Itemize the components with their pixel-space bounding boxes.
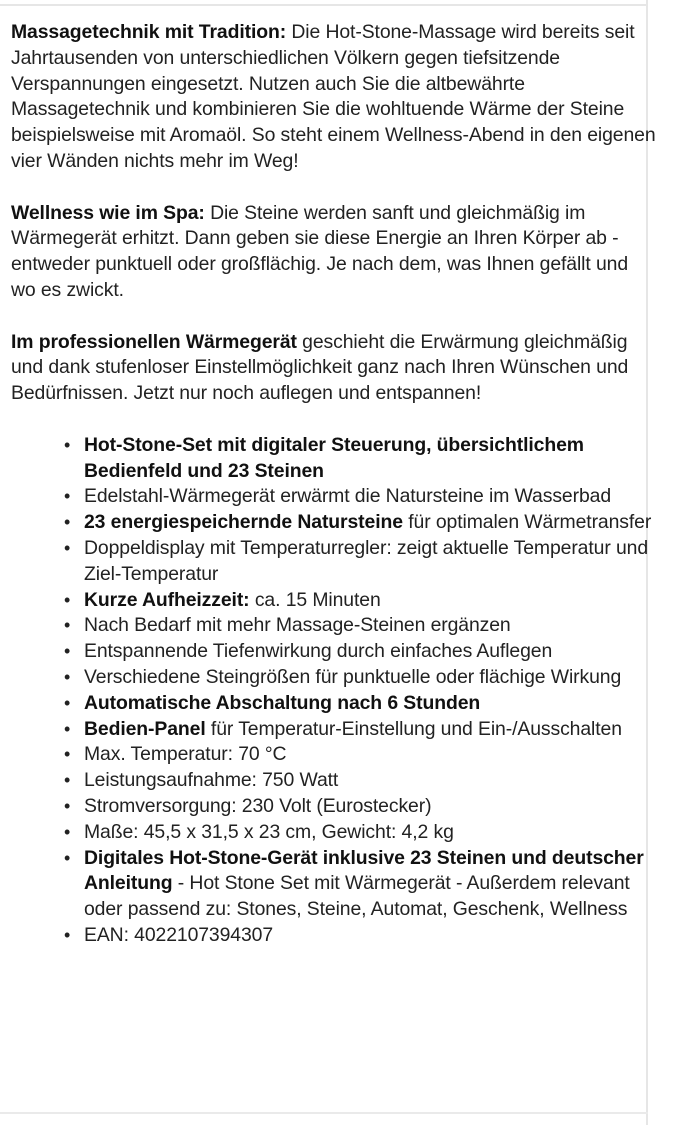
top-border: [0, 0, 648, 6]
list-item: [84, 613, 656, 639]
list-item: [84, 794, 656, 820]
list-item-text: Entspannende Tiefenwirkung durch einfaches Auflegen: [84, 640, 553, 663]
paragraph-heading: Im professionellen Wärmegerät: [11, 330, 297, 353]
list-item-text: Edelstahl-Wärmegerät erwärmt die Natursteine im Wasserbad: [84, 485, 612, 508]
list-item: [84, 846, 656, 923]
list-item: [84, 639, 656, 665]
list-item-text: Leistungsaufnahme: 750 Watt: [84, 769, 339, 792]
list-item-text: für optimalen Wärmetransfer: [402, 511, 652, 534]
list-item-text: Maße: 45,5 x 31,5 x 23 cm, Gewicht: 4,2 kg: [84, 820, 454, 843]
paragraph-text: geschieht die Erwärmung gleichmäßig und dank stufenloser Einstellmöglichkeit ganz nach Ihren Wünschen und Bedürfnissen. Jetzt nur noch auflegen und entspannen!: [11, 330, 629, 405]
list-item-text: EAN: 4022107394307: [84, 923, 274, 946]
list-item-bold: Automatische Abschaltung nach 6 Stunden: [84, 691, 481, 714]
list-item: [84, 742, 656, 768]
list-item: [84, 768, 656, 794]
list-item: [84, 510, 656, 536]
list-item-bold: Hot-Stone-Set mit digitaler Steuerung, übersichtlichem Bedienfeld und 23 Steinen: [84, 433, 584, 482]
list-item-text: Doppeldisplay mit Temperaturregler: zeigt aktuelle Temperatur und Ziel-Temperatur: [84, 536, 649, 585]
paragraph-heading: Massagetechnik mit Tradition:: [11, 21, 287, 43]
list-item: [84, 536, 656, 588]
list-item: [84, 484, 656, 510]
paragraph-text: Die Hot-Stone-Massage wird bereits seit Jahrtausenden von unterschiedlichen Völkern gegen tiefsitzende Verspannungen eingesetzt. Nutzen auch Sie die altbewährte Massagetechnik und kombinieren Sie die wohltuende Wärme der Steine beispielsweise mit Aromaöl. So steht einem Wellness-Abend in den eigenen vier Wänden nichts mehr im Weg!: [11, 21, 656, 172]
list-item: [84, 691, 656, 717]
list-item: [84, 433, 656, 485]
list-item-bold: Bedien-Panel: [84, 717, 206, 740]
feature-list: [11, 433, 656, 949]
list-item-text: Stromversorgung: 230 Volt (Eurostecker): [84, 794, 432, 817]
list-item-bold: Digitales Hot-Stone-Gerät inklusive 23 Steinen und deutscher Anleitung: [84, 846, 644, 895]
intro-paragraphs: [11, 20, 656, 407]
product-description: [11, 20, 656, 949]
list-item-text: ca. 15 Minuten: [249, 588, 381, 611]
list-item: [84, 820, 656, 846]
list-item: [84, 717, 656, 743]
list-item-text: für Temperatur-Einstellung und Ein-/Ausschalten: [205, 717, 622, 740]
list-item-bold: Kurze Aufheizzeit:: [84, 588, 250, 611]
paragraph-device: [11, 330, 656, 407]
paragraph-heading: Wellness wie im Spa:: [11, 201, 205, 224]
list-item-text: Verschiedene Steingrößen für punktuelle oder flächige Wirkung: [84, 665, 622, 688]
paragraph-spa: [11, 201, 656, 304]
list-item: [84, 665, 656, 691]
list-item: [84, 923, 656, 949]
list-item-text: Max. Temperatur: 70 °C: [84, 743, 287, 766]
list-item-bold: 23 energiespeichernde Natursteine: [84, 511, 403, 534]
list-item-text: - Hot Stone Set mit Wärmegerät - Außerdem relevant oder passend zu: Stones, Steine, Automat, Geschenk, Wellness: [84, 872, 630, 921]
list-item: [84, 588, 656, 614]
bottom-divider: [0, 1112, 648, 1114]
list-item-text: Nach Bedarf mit mehr Massage-Steinen ergänzen: [84, 614, 511, 637]
paragraph-tradition: [11, 20, 656, 175]
paragraph-text: Die Steine werden sanft und gleichmäßig im Wärmegerät erhitzt. Dann geben sie diese Energie an Ihren Körper ab - entweder punktuell oder großflächig. Je nach dem, was Ihnen gefällt und wo es zwickt.: [11, 201, 629, 301]
